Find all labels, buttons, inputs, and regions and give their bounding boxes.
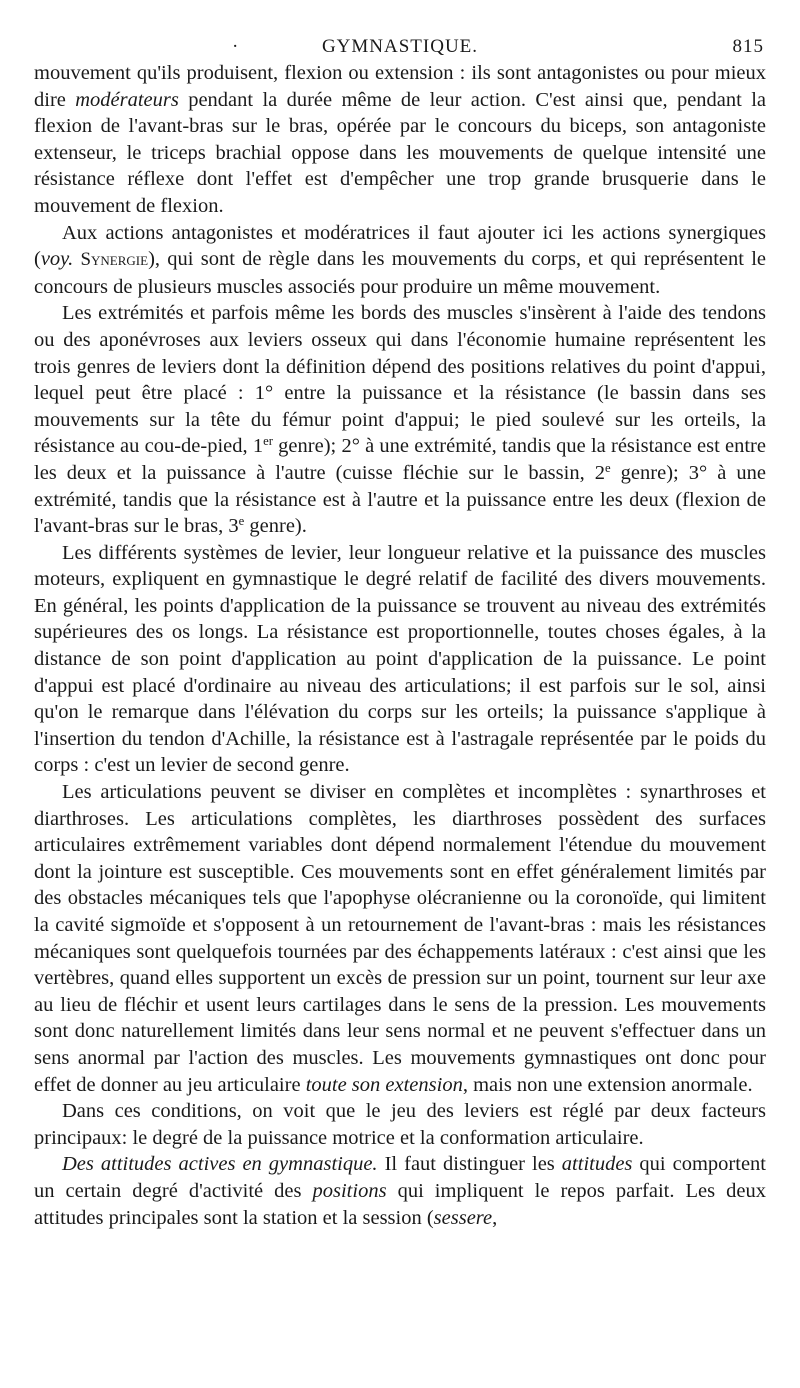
text-run <box>73 248 80 270</box>
superscript: er <box>263 434 273 449</box>
running-title: GYMNASTIQUE. <box>321 36 479 57</box>
italic-text: voy. <box>40 248 74 271</box>
small-caps-text: Synergie <box>80 249 149 271</box>
text-run: Les articulations peuvent se diviser en complètes et incomplètes : synarthroses et diarthroses. Les articulations complètes, les diarthroses possèdent des surfaces articulaires extrêmement variables dont dépend normalement l'étendue du mouvement dont la jointure est susceptible. Ces mouvements sont en effet généralement limités par des obstacles mécaniques tels que l'apophyse olécranienne ou la coronoïde, qui limitent la cavité sigmoïde et s'opposent à un retournement de l'avant-bras : mais les résistances mécaniques sont quelquefois tournées par des échappements latéraux : c'est ainsi que les vertèbres, quand elles supportent un excès de pression sur un point, tournent sur leur axe au lieu de fléchir et usent leurs cartilages dans le sens de la pression. Les mouvements sont donc naturellement limités dans leur sens normal et ne peuvent s'effectuer dans un sens anormal par l'action des muscles. Les mouvements gymnastiques ont donc pour effet de donner au jeu articulaire <box>34 781 766 1096</box>
superscript: e <box>605 460 611 475</box>
italic-text: sessere <box>433 1206 493 1229</box>
text-run: Il faut distinguer les <box>377 1153 562 1176</box>
italic-text: attitudes <box>561 1153 633 1176</box>
header-dot: · <box>232 36 240 57</box>
italic-text: Des attitudes actives en gymnastique. <box>62 1153 378 1176</box>
text-run: qui impliquent le repos parfait. Les deux attitudes principales sont la station et la session ( <box>34 1179 766 1229</box>
text-run: genre); 3° à une extrémité, tandis que la résistance est à l'autre et la puissance entre les deux (flexion de l'avant-bras sur le bras, 3 <box>34 461 766 538</box>
text-run: qui comportent un certain degré d'activité des <box>34 1153 766 1202</box>
running-head <box>34 20 766 60</box>
text-run: ), qui sont de règle dans les mouvements du corps, et qui représentent le concours de plusieurs muscles associés pour produire un même mouvement. <box>34 248 767 298</box>
italic-text: positions <box>312 1179 387 1202</box>
italic-text: toute son extension <box>305 1073 463 1096</box>
superscript: e <box>238 514 245 529</box>
text-run: , mais non une extension anormale. <box>462 1073 753 1096</box>
page-number: 815 <box>732 36 764 57</box>
text-run: Les différents systèmes de levier, leur longueur relative et la puissance des muscles moteurs, expliquent en gymnastique le degré relatif de facilité des divers mouvements. En général, les points d'application de la puissance se trouvent au niveau des extrémités supérieures des os longs. La résistance est proportionnelle, toutes choses égales, à la distance de son point d'application au point d'application de la puissance. Le point d'appui est placé d'ordinaire au niveau des articulations; il est parfois sur le sol, ainsi qu'on le remarque dans l'élévation du corps sur les orteils; la puissance s'applique à l'insertion du tendon d'Achille, la résistance est à l'astragale représentée par le poids du corps : c'est un levier de second genre. <box>34 541 766 777</box>
paragraph <box>34 779 766 1098</box>
paragraph <box>34 1151 766 1231</box>
text-run: Les extrémités et parfois même les bords des muscles s'insèrent à l'aide des tendons ou des aponévroses aux leviers osseux qui dans l'économie humaine représentent les trois genres de leviers dont la définition dépend des positions relatives du point d'appui, lequel peut être placé : 1° entre la puissance et la résistance (le bassin dans ses mouvements sur la tête du fémur point d'appui; le pied soulevé sur les orteils, la résistance au cou-de-pied, 1 <box>34 302 766 458</box>
text-run: mouvement qu'ils produisent, flexion ou extension : ils sont antagonistes ou pour mieux dire <box>34 62 766 111</box>
text-run: Aux actions antagonistes et modératrices il faut ajouter ici les actions synergiques ( <box>34 221 766 271</box>
paragraph <box>34 220 766 301</box>
text-run: genre). <box>244 515 307 538</box>
text-run: pendant la durée même de leur action. C'est ainsi que, pendant la flexion de l'avant-bras sur le bras, opérée par le concours du biceps, son antagoniste extenseur, le triceps brachial oppose dans les mouvements de quelque intensité une résistance réflexe dont l'effet est d'empêcher une trop grande brusquerie dans le mouvement de flexion. <box>34 88 766 217</box>
text-run: , <box>492 1206 498 1229</box>
paragraph <box>34 540 766 779</box>
text-run: genre); 2° à une extrémité, tandis que la résistance est entre les deux et la puissance à l'autre (cuisse fléchie sur le bassin, 2 <box>34 435 766 484</box>
paragraph <box>34 60 766 220</box>
paragraph <box>34 300 766 539</box>
text-run: Dans ces conditions, on voit que le jeu des leviers est réglé par deux facteurs principaux: le degré de la puissance motrice et la conformation articulaire. <box>34 1100 766 1149</box>
italic-text: modérateurs <box>75 88 179 111</box>
paragraph <box>34 1098 766 1151</box>
body-text <box>34 60 766 1231</box>
